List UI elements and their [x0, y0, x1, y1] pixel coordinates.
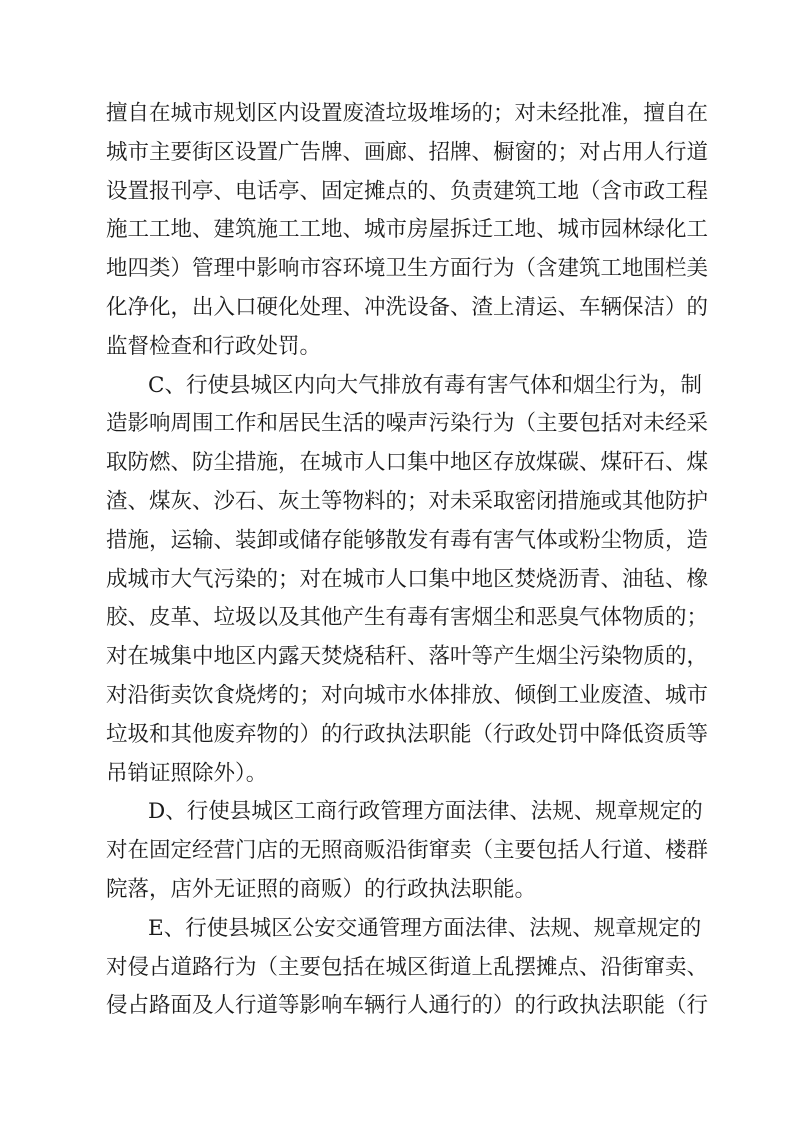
text-line: 措施，运输、装卸或储存能够散发有毒有害气体或粉尘物质，造 — [106, 527, 709, 553]
text-line: 对在固定经营门店的无照商贩沿街窜卖（主要包括人行道、楼群 — [106, 838, 709, 864]
text-line: 吊销证照除外）。 — [106, 760, 268, 786]
text-line: 院落，店外无证照的商贩）的行政执法职能。 — [106, 876, 537, 902]
paragraph-e — [106, 910, 709, 1026]
text-line: 地四类）管理中影响市容环境卫生方面行为（含建筑工地围栏美 — [106, 256, 709, 282]
paragraph-a-continued — [106, 95, 709, 367]
text-line: 对在城集中地区内露天焚烧秸秆、落叶等产生烟尘污染物质的， — [106, 644, 709, 670]
text-line: 渣、煤灰、沙石、灰土等物料的；对未采取密闭措施或其他防护 — [106, 488, 709, 514]
text-line: 化净化，出入口硬化处理、冲洗设备、渣上清运、车辆保洁）的 — [106, 294, 709, 320]
text-line: 造影响周围工作和居民生活的噪声污染行为（主要包括对未经采 — [106, 411, 709, 437]
text-line: C、行使县城区内向大气排放有毒有害气体和烟尘行为，制 — [148, 372, 702, 398]
text-line: 取防燃、防尘措施，在城市人口集中地区存放煤碳、煤矸石、煤 — [106, 450, 709, 476]
paragraph-d — [106, 793, 709, 909]
text-line: 设置报刊亭、电话亭、固定摊点的、负责建筑工地（含市政工程 — [106, 178, 709, 204]
text-line: 施工工地、建筑施工工地、城市房屋拆迁工地、城市园林绿化工 — [106, 217, 709, 243]
text-line: 胶、皮革、垃圾以及其他产生有毒有害烟尘和恶臭气体物质的； — [106, 605, 709, 631]
text-line: 成城市大气污染的；对在城市人口集中地区焚烧沥青、油毡、橡 — [106, 566, 709, 592]
text-line: D、行使县城区工商行政管理方面法律、法规、规章规定的 — [148, 799, 703, 825]
document-body — [106, 95, 709, 1026]
paragraph-c — [106, 367, 709, 794]
text-line: 对侵占道路行为（主要包括在城区街道上乱摆摊点、沿街窜卖、 — [106, 954, 709, 980]
text-line: 监督检查和行政处罚。 — [106, 333, 322, 359]
text-line: 垃圾和其他废弃物的）的行政执法职能（行政处罚中降低资质等 — [106, 721, 709, 747]
text-line: 擅自在城市规划区内设置废渣垃圾堆场的；对未经批准，擅自在 — [106, 101, 709, 126]
text-line: 对沿街卖饮食烧烤的；对向城市水体排放、倾倒工业废渣、城市 — [106, 682, 709, 708]
text-line: E、行使县城区公安交通管理方面法律、法规、规章规定的 — [148, 915, 702, 941]
text-line: 城市主要街区设置广告牌、画廊、招牌、橱窗的；对占用人行道 — [106, 139, 709, 165]
text-line: 侵占路面及人行道等影响车辆行人通行的）的行政执法职能（行 — [106, 993, 709, 1019]
